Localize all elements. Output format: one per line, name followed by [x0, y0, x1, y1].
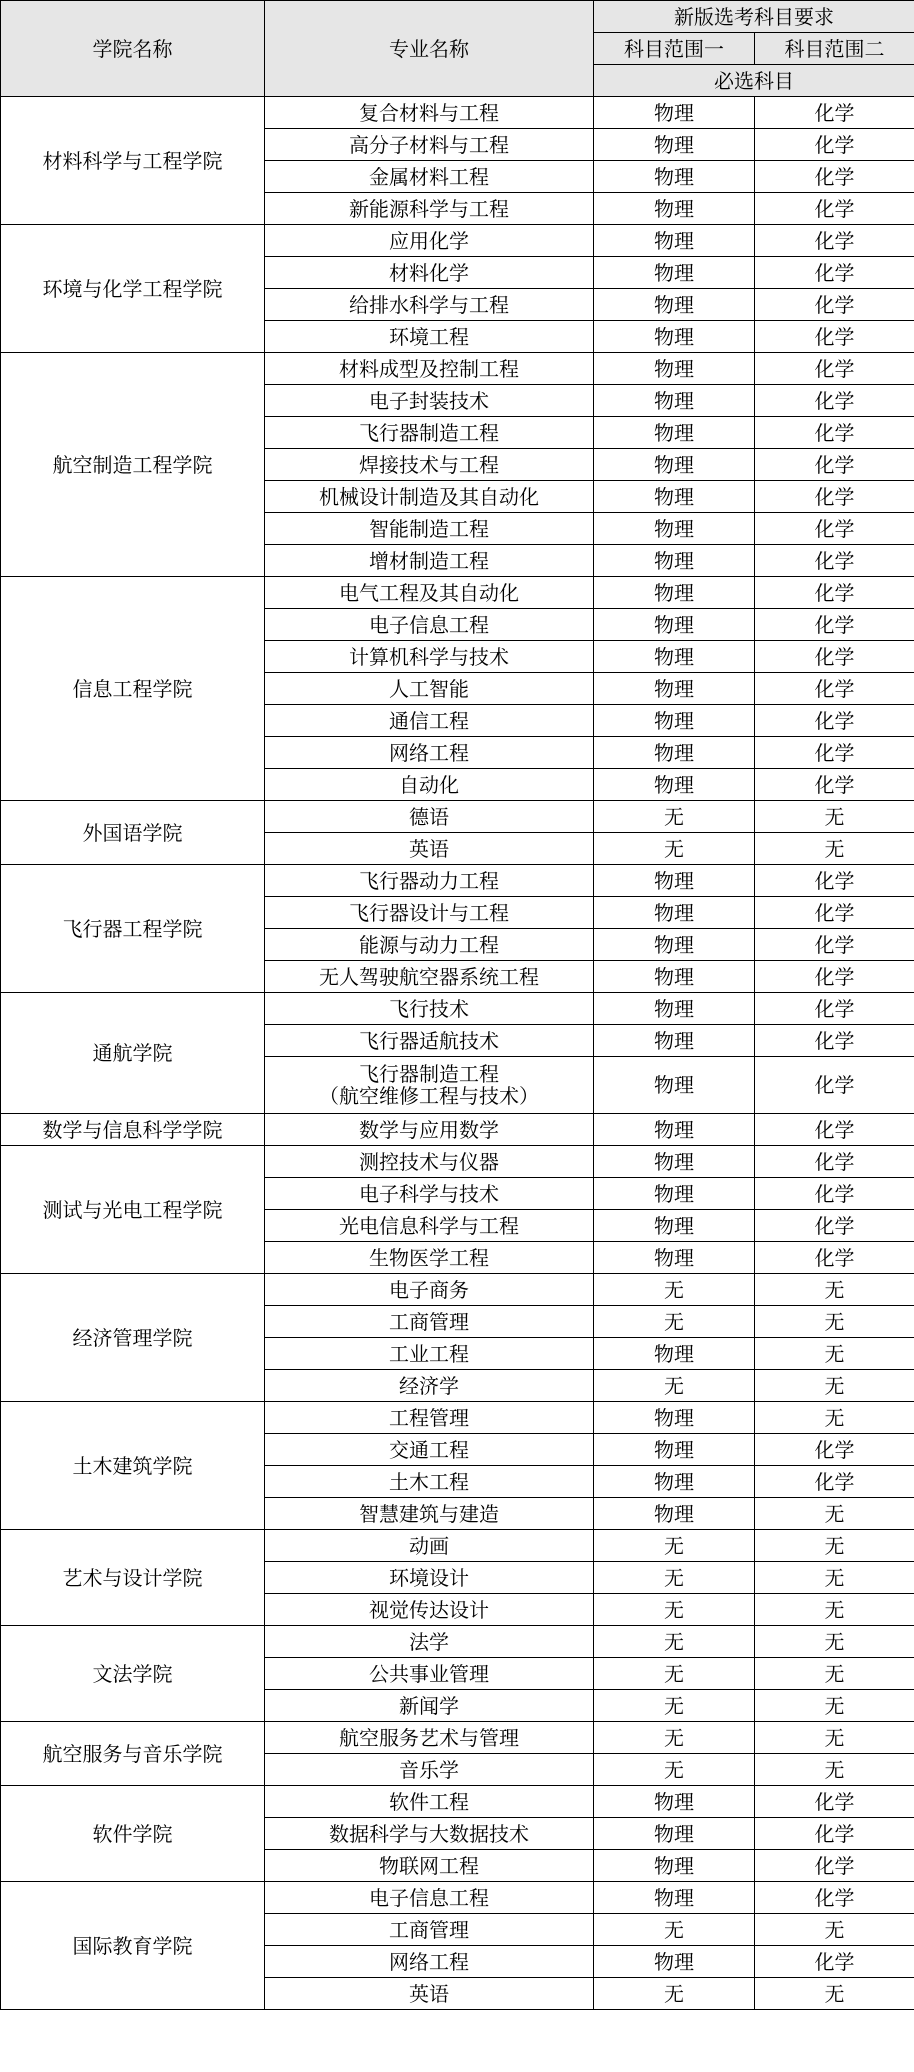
- major-name-cell: 网络工程: [265, 737, 594, 769]
- college-header: 学院名称: [1, 1, 265, 97]
- subject-range1-cell: 物理: [594, 481, 755, 513]
- table-row: [1, 1786, 914, 1818]
- subject-range2-cell: 化学: [755, 545, 914, 577]
- subject-range1-cell: 无: [594, 1274, 755, 1306]
- subject-range2-cell: 无: [755, 1626, 914, 1658]
- major-name-cell: 电子封装技术: [265, 385, 594, 417]
- major-name-cell: 数学与应用数学: [265, 1114, 594, 1146]
- subject-range1-cell: 物理: [594, 577, 755, 609]
- major-name-cell: 土木工程: [265, 1466, 594, 1498]
- subject-range1-cell: 物理: [594, 1498, 755, 1530]
- major-name-cell: 电子科学与技术: [265, 1178, 594, 1210]
- table-body: [1, 97, 914, 2010]
- subject-range2-cell: 无: [755, 1530, 914, 1562]
- subject-range2-cell: 化学: [755, 673, 914, 705]
- major-name-cell: 飞行技术: [265, 993, 594, 1025]
- major-name-cell: 智慧建筑与建造: [265, 1498, 594, 1530]
- major-name-cell: 生物医学工程: [265, 1242, 594, 1274]
- subject-range1-cell: 无: [594, 1722, 755, 1754]
- major-name-cell: 工商管理: [265, 1914, 594, 1946]
- subject-range2-cell: 无: [755, 1562, 914, 1594]
- major-name-cell: 通信工程: [265, 705, 594, 737]
- major-name-cell: 光电信息科学与工程: [265, 1210, 594, 1242]
- subject-range2-cell: 化学: [755, 449, 914, 481]
- major-name-cell: 数据科学与大数据技术: [265, 1818, 594, 1850]
- major-name-cell: [265, 1057, 594, 1114]
- subject-range2-cell: 化学: [755, 1146, 914, 1178]
- subject-range1-cell: 物理: [594, 705, 755, 737]
- subject-range2-cell: 无: [755, 801, 914, 833]
- major-name-cell: 软件工程: [265, 1786, 594, 1818]
- major-name-cell: 飞行器适航技术: [265, 1025, 594, 1057]
- major-name-cell: 工商管理: [265, 1306, 594, 1338]
- subject-range1-cell: 物理: [594, 513, 755, 545]
- subject-range2-cell: 化学: [755, 385, 914, 417]
- subject-range2-cell: 化学: [755, 897, 914, 929]
- major-name-cell: 飞行器动力工程: [265, 865, 594, 897]
- college-name-cell: 飞行器工程学院: [1, 865, 265, 993]
- subject-range2-cell: 无: [755, 1498, 914, 1530]
- subject-range2-cell: 化学: [755, 129, 914, 161]
- major-name-cell: 机械设计制造及其自动化: [265, 481, 594, 513]
- major-name-cell: 视觉传达设计: [265, 1594, 594, 1626]
- major-name-cell: 电子商务: [265, 1274, 594, 1306]
- major-name-cell: 测控技术与仪器: [265, 1146, 594, 1178]
- major-name-cell: 材料成型及控制工程: [265, 353, 594, 385]
- subject-range2-cell: 化学: [755, 1946, 914, 1978]
- major-name-line: 飞行器制造工程: [359, 1062, 499, 1086]
- subject-range1-cell: 物理: [594, 225, 755, 257]
- major-name-cell: 工程管理: [265, 1402, 594, 1434]
- major-name-cell: 新能源科学与工程: [265, 193, 594, 225]
- table-row: [1, 577, 914, 609]
- subject-range2-cell: 化学: [755, 193, 914, 225]
- subject-range2-cell: 化学: [755, 1786, 914, 1818]
- major-name-cell: 增材制造工程: [265, 545, 594, 577]
- subject-range1-cell: 物理: [594, 321, 755, 353]
- subject-range1-cell: 无: [594, 1370, 755, 1402]
- major-name-cell: 公共事业管理: [265, 1658, 594, 1690]
- major-name-cell: 能源与动力工程: [265, 929, 594, 961]
- major-name-cell: 电子信息工程: [265, 1882, 594, 1914]
- subject-range1-cell: 物理: [594, 289, 755, 321]
- major-name-cell: 飞行器制造工程: [265, 417, 594, 449]
- subject-range2-cell: 化学: [755, 961, 914, 993]
- college-name-cell: 外国语学院: [1, 801, 265, 865]
- subject-range2-cell: 化学: [755, 865, 914, 897]
- subject-range1-cell: 物理: [594, 1786, 755, 1818]
- subject-range2-cell: 化学: [755, 769, 914, 801]
- major-name-cell: 金属材料工程: [265, 161, 594, 193]
- subject-range1-cell: 物理: [594, 161, 755, 193]
- subject-range2-cell: 化学: [755, 609, 914, 641]
- subject-range2-cell: 无: [755, 1338, 914, 1370]
- college-name-cell: 国际教育学院: [1, 1882, 265, 2010]
- table-header: [1, 1, 914, 97]
- table-row: [1, 801, 914, 833]
- subject-range2-cell: 化学: [755, 993, 914, 1025]
- major-name-cell: 交通工程: [265, 1434, 594, 1466]
- subject-range1-cell: 无: [594, 1690, 755, 1722]
- college-name-cell: 材料科学与工程学院: [1, 97, 265, 225]
- college-name-cell: 通航学院: [1, 993, 265, 1114]
- table-row: [1, 1402, 914, 1434]
- college-name-cell: 艺术与设计学院: [1, 1530, 265, 1626]
- subject-range1-cell: 无: [594, 1914, 755, 1946]
- major-name-cell: 自动化: [265, 769, 594, 801]
- subject-range2-cell: 化学: [755, 289, 914, 321]
- major-name-cell: 飞行器设计与工程: [265, 897, 594, 929]
- subject-range2-cell: 化学: [755, 257, 914, 289]
- subject-range1-cell: 物理: [594, 1946, 755, 1978]
- major-name-subline: （航空维修工程与技术）: [319, 1084, 539, 1108]
- subject-range1-cell: 物理: [594, 641, 755, 673]
- subject-range1-cell: 物理: [594, 865, 755, 897]
- college-name-cell: 航空服务与音乐学院: [1, 1722, 265, 1786]
- major-name-cell: 环境设计: [265, 1562, 594, 1594]
- subject-range1-cell: 物理: [594, 1178, 755, 1210]
- subject-range2-cell: 化学: [755, 97, 914, 129]
- major-name-cell: 英语: [265, 1978, 594, 2010]
- table-row: [1, 1530, 914, 1562]
- major-name-cell: 新闻学: [265, 1690, 594, 1722]
- range2-header: 科目范围二: [755, 33, 914, 65]
- subject-range1-cell: 无: [594, 1754, 755, 1786]
- college-name-cell: 航空制造工程学院: [1, 353, 265, 577]
- subject-range1-cell: 物理: [594, 1025, 755, 1057]
- college-name-cell: 文法学院: [1, 1626, 265, 1722]
- subject-range1-cell: 物理: [594, 353, 755, 385]
- subject-range1-cell: 物理: [594, 609, 755, 641]
- college-name-cell: 环境与化学工程学院: [1, 225, 265, 353]
- subject-range2-cell: 化学: [755, 929, 914, 961]
- major-name-cell: 电气工程及其自动化: [265, 577, 594, 609]
- subject-range1-cell: 物理: [594, 1210, 755, 1242]
- table-row: [1, 1274, 914, 1306]
- subject-range2-cell: 无: [755, 1658, 914, 1690]
- major-name-cell: 计算机科学与技术: [265, 641, 594, 673]
- subject-range2-cell: 无: [755, 1722, 914, 1754]
- college-name-cell: 软件学院: [1, 1786, 265, 1882]
- subject-range1-cell: 无: [594, 1594, 755, 1626]
- major-name-cell: 音乐学: [265, 1754, 594, 1786]
- subject-range1-cell: 无: [594, 1562, 755, 1594]
- major-name-cell: 无人驾驶航空器系统工程: [265, 961, 594, 993]
- subject-range2-cell: 化学: [755, 321, 914, 353]
- subject-range2-cell: 无: [755, 1274, 914, 1306]
- major-name-cell: 法学: [265, 1626, 594, 1658]
- subject-range2-cell: 化学: [755, 737, 914, 769]
- table-row: [1, 1114, 914, 1146]
- subject-range2-cell: 化学: [755, 705, 914, 737]
- table-row: [1, 1722, 914, 1754]
- subject-range1-cell: 物理: [594, 961, 755, 993]
- subject-range1-cell: 物理: [594, 1114, 755, 1146]
- major-name-cell: 经济学: [265, 1370, 594, 1402]
- subject-range2-cell: 无: [755, 1306, 914, 1338]
- subject-range1-cell: 物理: [594, 129, 755, 161]
- subject-range2-cell: 无: [755, 833, 914, 865]
- subject-range1-cell: 无: [594, 1626, 755, 1658]
- subject-range2-cell: 化学: [755, 1057, 914, 1114]
- required-subject-header: 必选科目: [594, 65, 914, 97]
- subject-range1-cell: 物理: [594, 449, 755, 481]
- college-name-cell: 测试与光电工程学院: [1, 1146, 265, 1274]
- table-row: [1, 1146, 914, 1178]
- major-name-cell: 环境工程: [265, 321, 594, 353]
- major-name-cell: 给排水科学与工程: [265, 289, 594, 321]
- major-name-cell: 智能制造工程: [265, 513, 594, 545]
- major-name-cell: 材料化学: [265, 257, 594, 289]
- major-name-cell: 英语: [265, 833, 594, 865]
- subject-range1-cell: 物理: [594, 1818, 755, 1850]
- requirement-header: 新版选考科目要求: [594, 1, 914, 33]
- subject-range1-cell: 物理: [594, 1850, 755, 1882]
- college-name-cell: 经济管理学院: [1, 1274, 265, 1402]
- subject-range2-cell: 化学: [755, 1242, 914, 1274]
- subject-range2-cell: 无: [755, 1914, 914, 1946]
- subject-range1-cell: 物理: [594, 737, 755, 769]
- subject-range1-cell: 物理: [594, 769, 755, 801]
- subject-range1-cell: 无: [594, 801, 755, 833]
- major-name-cell: 应用化学: [265, 225, 594, 257]
- subject-range2-cell: 化学: [755, 513, 914, 545]
- major-name-cell: 人工智能: [265, 673, 594, 705]
- subject-range2-cell: 化学: [755, 417, 914, 449]
- subject-range2-cell: 化学: [755, 1178, 914, 1210]
- subject-range1-cell: 物理: [594, 545, 755, 577]
- subject-range2-cell: 化学: [755, 1434, 914, 1466]
- subject-range1-cell: 物理: [594, 97, 755, 129]
- subject-range1-cell: 物理: [594, 1434, 755, 1466]
- subject-range2-cell: 化学: [755, 577, 914, 609]
- major-name-cell: 电子信息工程: [265, 609, 594, 641]
- subject-range1-cell: 物理: [594, 897, 755, 929]
- subject-range1-cell: 物理: [594, 1402, 755, 1434]
- subject-range2-cell: 化学: [755, 1850, 914, 1882]
- subject-range1-cell: 无: [594, 833, 755, 865]
- subject-range2-cell: 化学: [755, 1210, 914, 1242]
- subject-range1-cell: 物理: [594, 193, 755, 225]
- major-name-cell: 高分子材料与工程: [265, 129, 594, 161]
- major-name-cell: 焊接技术与工程: [265, 449, 594, 481]
- subject-range2-cell: 化学: [755, 353, 914, 385]
- subject-range2-cell: 化学: [755, 161, 914, 193]
- subject-range1-cell: 物理: [594, 1242, 755, 1274]
- subject-range2-cell: 化学: [755, 1882, 914, 1914]
- subject-range2-cell: 无: [755, 1370, 914, 1402]
- subject-range1-cell: 物理: [594, 257, 755, 289]
- subject-range1-cell: 无: [594, 1978, 755, 2010]
- subject-range1-cell: 物理: [594, 993, 755, 1025]
- subject-range1-cell: 物理: [594, 1057, 755, 1114]
- table-row: [1, 993, 914, 1025]
- table-row: [1, 1882, 914, 1914]
- table-row: [1, 97, 914, 129]
- major-name-cell: 动画: [265, 1530, 594, 1562]
- subject-range2-cell: 无: [755, 1402, 914, 1434]
- major-name-cell: 复合材料与工程: [265, 97, 594, 129]
- major-name-cell: 德语: [265, 801, 594, 833]
- college-name-cell: 数学与信息科学学院: [1, 1114, 265, 1146]
- subject-range1-cell: 物理: [594, 929, 755, 961]
- range1-header: 科目范围一: [594, 33, 755, 65]
- major-name-cell: 网络工程: [265, 1946, 594, 1978]
- table-row: [1, 225, 914, 257]
- subject-range2-cell: 化学: [755, 1114, 914, 1146]
- subject-range1-cell: 物理: [594, 417, 755, 449]
- college-name-cell: 信息工程学院: [1, 577, 265, 801]
- major-name-cell: 物联网工程: [265, 1850, 594, 1882]
- subject-range1-cell: 物理: [594, 1338, 755, 1370]
- subject-range1-cell: 物理: [594, 1146, 755, 1178]
- subject-range2-cell: 无: [755, 1594, 914, 1626]
- subject-range1-cell: 物理: [594, 673, 755, 705]
- subject-range1-cell: 物理: [594, 1882, 755, 1914]
- subject-range2-cell: 化学: [755, 1025, 914, 1057]
- table-row: [1, 865, 914, 897]
- table-row: [1, 353, 914, 385]
- subject-range1-cell: 无: [594, 1306, 755, 1338]
- major-header: 专业名称: [265, 1, 594, 97]
- subject-range2-cell: 化学: [755, 641, 914, 673]
- table-row: [1, 1626, 914, 1658]
- subject-range2-cell: 化学: [755, 225, 914, 257]
- subject-range1-cell: 无: [594, 1530, 755, 1562]
- subject-range1-cell: 物理: [594, 1466, 755, 1498]
- subject-range1-cell: 无: [594, 1658, 755, 1690]
- major-name-cell: 航空服务艺术与管理: [265, 1722, 594, 1754]
- subject-range2-cell: 无: [755, 1978, 914, 2010]
- subject-range2-cell: 无: [755, 1754, 914, 1786]
- subject-range2-cell: 化学: [755, 1466, 914, 1498]
- subject-range2-cell: 化学: [755, 1818, 914, 1850]
- subject-range1-cell: 物理: [594, 385, 755, 417]
- college-name-cell: 土木建筑学院: [1, 1402, 265, 1530]
- subject-range2-cell: 无: [755, 1690, 914, 1722]
- subject-range2-cell: 化学: [755, 481, 914, 513]
- major-name-cell: 工业工程: [265, 1338, 594, 1370]
